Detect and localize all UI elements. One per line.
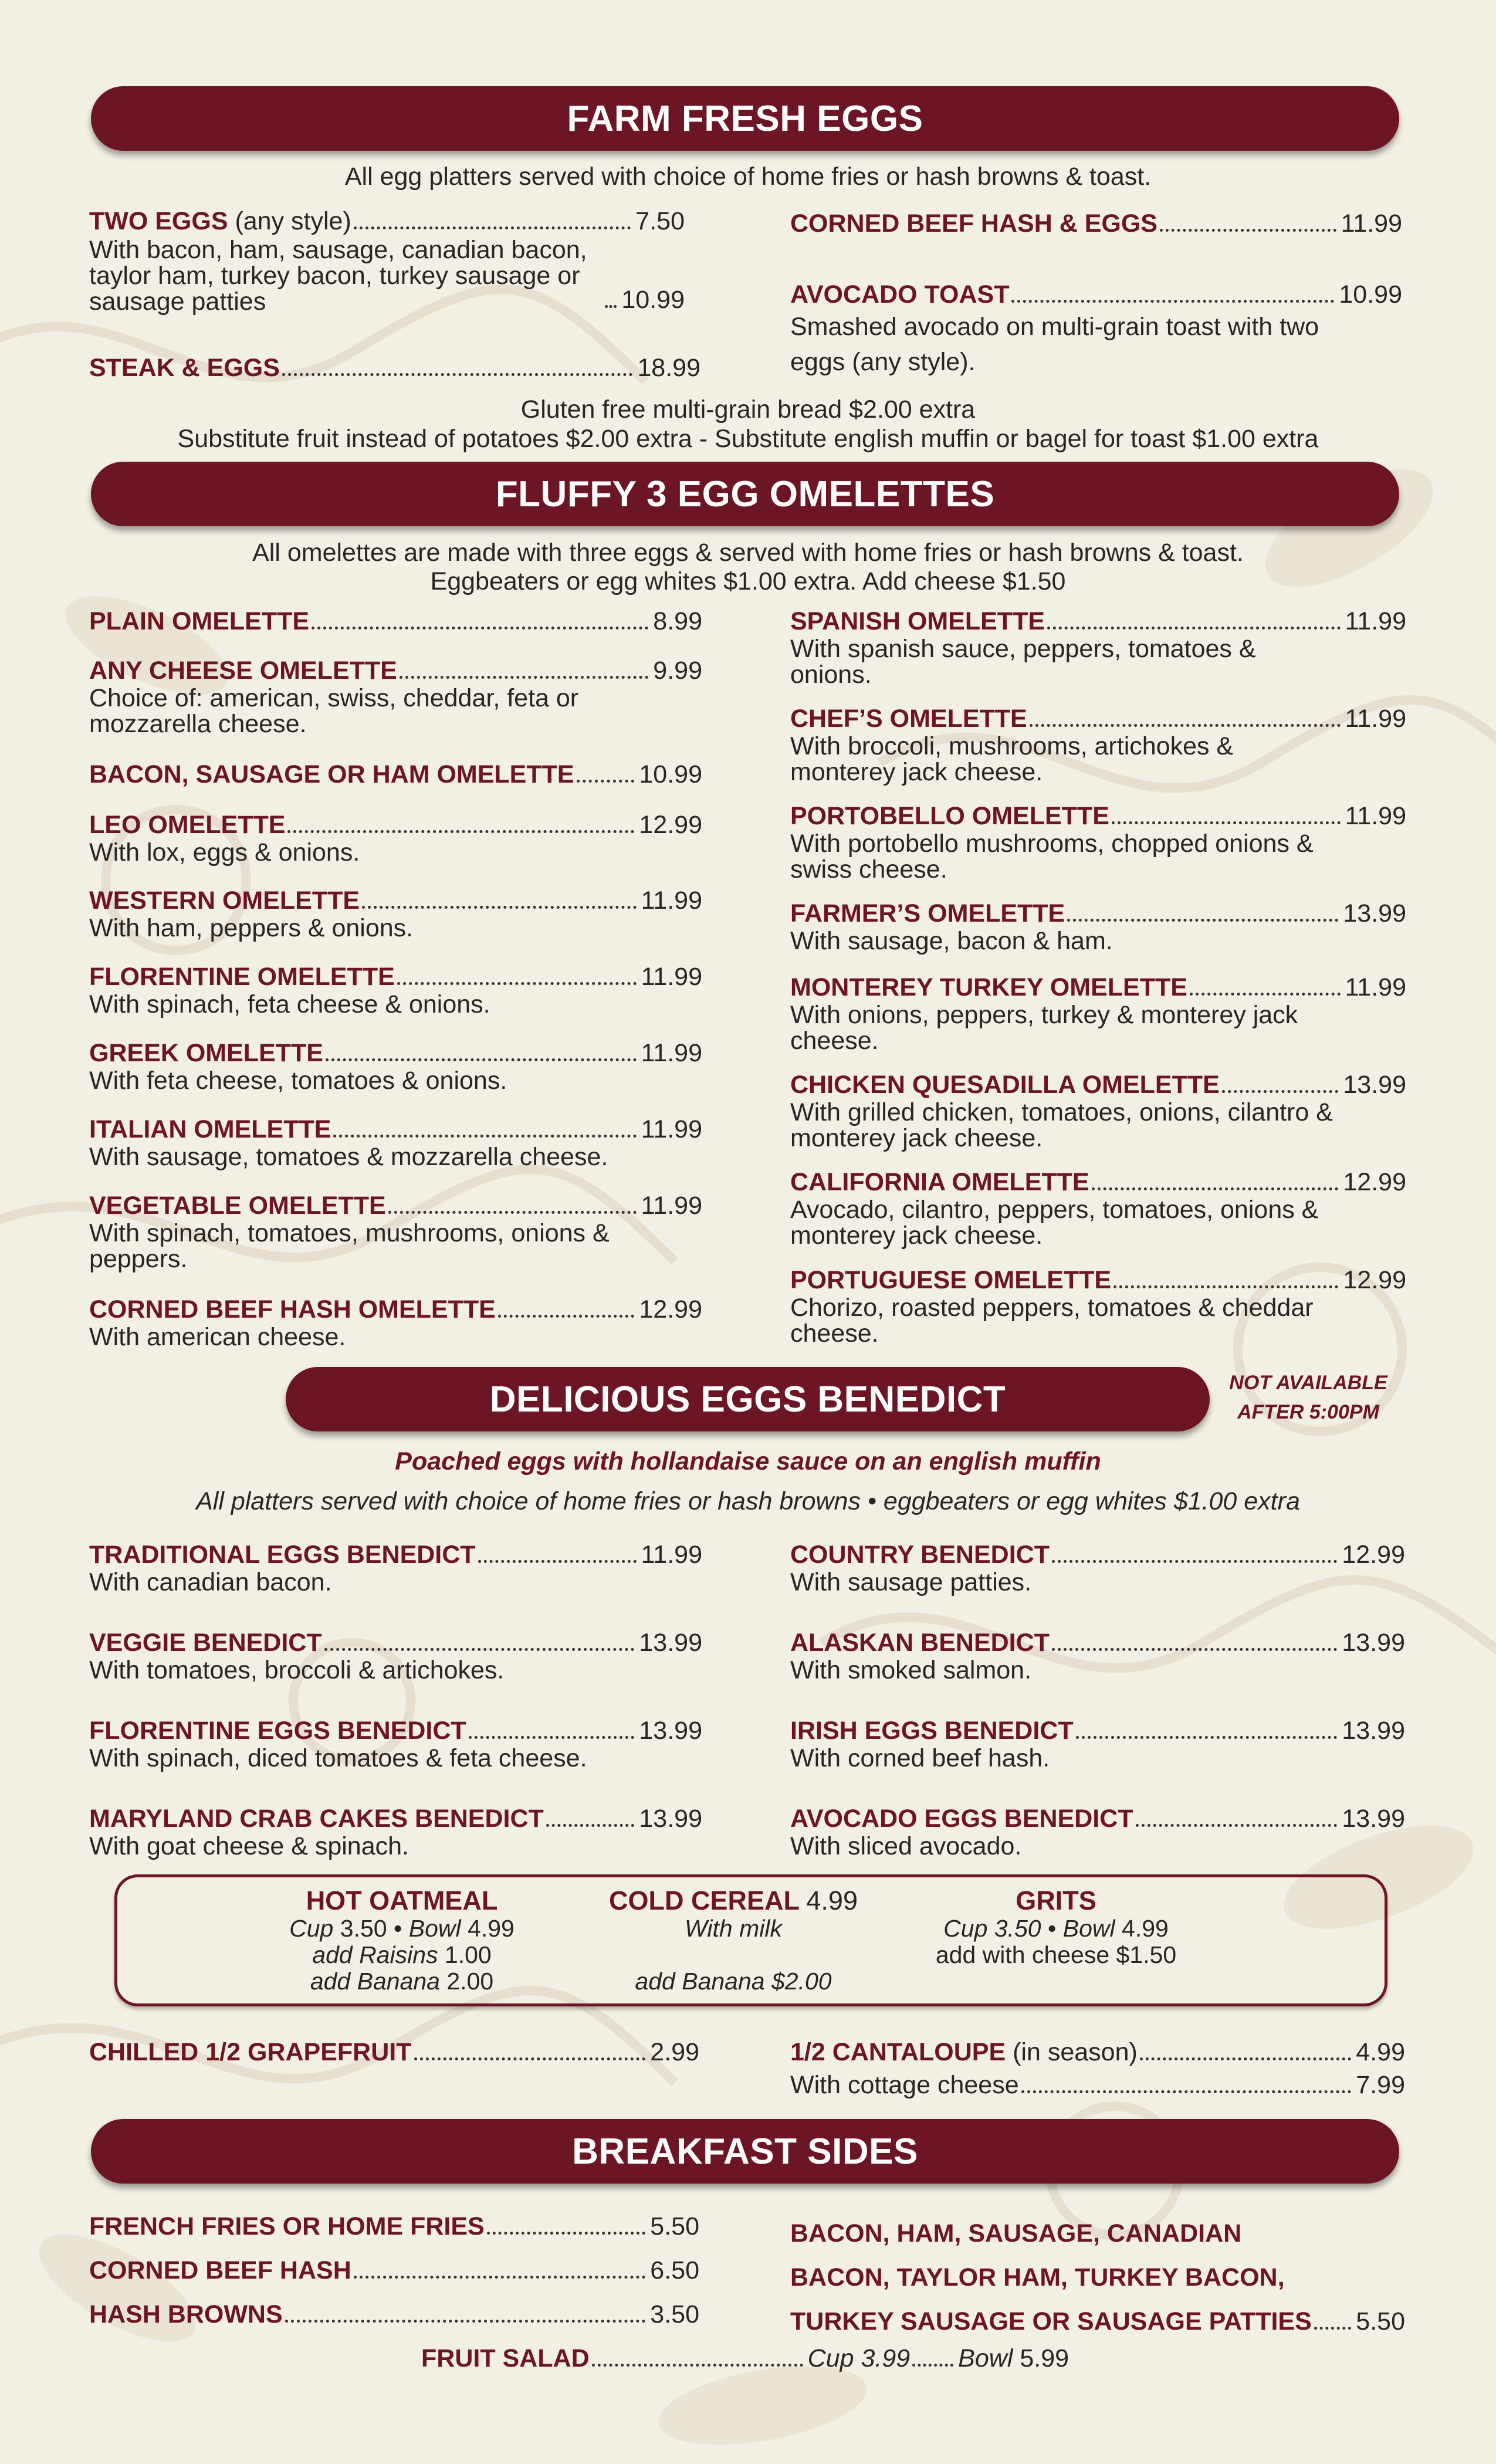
add-raisins-price: 1.00 bbox=[444, 1941, 492, 1968]
item-name: ANY CHEESE OMELETTE bbox=[89, 656, 397, 685]
item-price: 12.99 bbox=[1343, 1168, 1406, 1196]
item-price: 13.99 bbox=[1342, 1805, 1405, 1833]
item-description: With sliced avocado. bbox=[790, 1832, 1022, 1860]
bowl-label: Bowl bbox=[1062, 1915, 1115, 1942]
item-name: CORNED BEEF HASH & EGGS bbox=[790, 209, 1157, 238]
item-name: PLAIN OMELETTE bbox=[89, 607, 310, 635]
item-name: WESTERN OMELETTE bbox=[89, 886, 360, 915]
item-name: CHILLED 1/2 GRAPEFRUIT bbox=[89, 2038, 412, 2066]
bowl-label: Bowl bbox=[408, 1915, 461, 1942]
item-name: BACON, SAUSAGE OR HAM OMELETTE bbox=[89, 760, 574, 788]
item-name: TRADITIONAL EGGS BENEDICT bbox=[89, 1541, 476, 1569]
section-note: All omelettes are made with three eggs & served with home fries or hash browns & toast. bbox=[252, 539, 1244, 567]
section-title: FLUFFY 3 EGG OMELETTES bbox=[495, 473, 995, 515]
item-price: 4.99 bbox=[1356, 2038, 1405, 2066]
item-name: ITALIAN OMELETTE bbox=[89, 1115, 331, 1143]
section-banner-omelettes bbox=[91, 462, 1399, 526]
item-price: 12.99 bbox=[639, 1295, 702, 1324]
item-name: MONTEREY TURKEY OMELETTE bbox=[790, 973, 1187, 1001]
bowl-price: 4.99 bbox=[1122, 1915, 1169, 1942]
item-name: HASH BROWNS bbox=[89, 2300, 283, 2328]
item-description: With feta cheese, tomatoes & onions. bbox=[89, 1067, 507, 1095]
item-name: FRUIT SALAD bbox=[421, 2344, 590, 2372]
item-description: Smashed avocado on multi-grain toast with two eggs (any style). bbox=[790, 313, 1319, 376]
item-price: 11.99 bbox=[641, 1039, 702, 1067]
section-title: BREAKFAST SIDES bbox=[572, 2131, 918, 2172]
item-description: With ham, peppers & onions. bbox=[89, 914, 414, 942]
item-description: With spinach, tomatoes, mushrooms, onions & peppers. bbox=[89, 1219, 610, 1273]
item-description: With american cheese. bbox=[89, 1323, 346, 1351]
item-description: With corned beef hash. bbox=[790, 1744, 1050, 1772]
item-name: SPANISH OMELETTE bbox=[790, 607, 1045, 635]
section-note: All egg platters served with choice of home fries or hash browns & toast. bbox=[344, 163, 1152, 191]
menu-item-two-eggs bbox=[89, 207, 685, 314]
item-name: STEAK & EGGS bbox=[89, 354, 280, 382]
menu-item bbox=[89, 656, 702, 737]
item-price: 7.50 bbox=[635, 207, 685, 235]
item-description: With canadian bacon. bbox=[89, 1568, 332, 1596]
item-description: With spinach, feta cheese & onions. bbox=[89, 990, 490, 1018]
item-price: 4.99 bbox=[806, 1886, 858, 1915]
item-price: 13.99 bbox=[1343, 1071, 1406, 1099]
item-price: 2.99 bbox=[650, 2038, 699, 2066]
menu-item bbox=[89, 1716, 702, 1771]
item-description: With spanish sauce, peppers, tomatoes & onions. bbox=[790, 635, 1256, 689]
item-name-line-1: BACON, HAM, SAUSAGE, CANADIAN bbox=[790, 2219, 1242, 2248]
item-name: GREEK OMELETTE bbox=[89, 1039, 323, 1067]
item-name: AVOCADO EGGS BENEDICT bbox=[790, 1805, 1133, 1833]
menu-item bbox=[89, 1191, 702, 1272]
item-price: 11.99 bbox=[1341, 209, 1402, 238]
item-name: COUNTRY BENEDICT bbox=[790, 1541, 1050, 1569]
item-description: With milk bbox=[685, 1915, 782, 1942]
item-name: AVOCADO TOAST bbox=[790, 280, 1010, 309]
menu-item bbox=[790, 607, 1406, 688]
item-name: CHICKEN QUESADILLA OMELETTE bbox=[790, 1071, 1220, 1099]
item-name: FRENCH FRIES OR HOME FRIES bbox=[89, 2212, 485, 2240]
item-name: TWO EGGS bbox=[89, 207, 228, 235]
section-note: Eggbeaters or egg whites $1.00 extra. Add cheese $1.50 bbox=[430, 567, 1066, 595]
item-description: With lox, eggs & onions. bbox=[89, 838, 360, 867]
item-name: ALASKAN BENEDICT bbox=[790, 1629, 1050, 1657]
item-price: 12.99 bbox=[1342, 1541, 1405, 1569]
item-name: IRISH EGGS BENEDICT bbox=[790, 1717, 1074, 1745]
item-description: With bacon, ham, sausage, canadian bacon, taylor ham, turkey bacon, turkey sausage or sausage patties bbox=[89, 236, 587, 316]
item-description: Choice of: american, swiss, cheddar, feta or mozzarella cheese. bbox=[89, 684, 579, 738]
item-price: 5.50 bbox=[650, 2212, 699, 2240]
section-banner-eggs bbox=[91, 86, 1399, 151]
item-description: With broccoli, mushrooms, artichokes & monterey jack cheese. bbox=[790, 732, 1234, 786]
item-price: 9.99 bbox=[653, 656, 702, 685]
section-banner-sides bbox=[91, 2119, 1399, 2184]
item-name: CHEF’S OMELETTE bbox=[790, 705, 1027, 733]
benedict-note: All platters served with choice of home fries or hash browns • eggbeaters or egg whites $1.00 extra bbox=[196, 1487, 1300, 1515]
menu-item bbox=[89, 1540, 702, 1595]
menu-item bbox=[89, 1115, 702, 1170]
item-name: VEGGIE BENEDICT bbox=[89, 1629, 322, 1657]
item-price: 11.99 bbox=[1345, 973, 1406, 1001]
menu-item bbox=[89, 810, 702, 865]
item-name-line-2: BACON, TAYLOR HAM, TURKEY BACON, bbox=[790, 2263, 1285, 2292]
item-name-line-3: TURKEY SAUSAGE OR SAUSAGE PATTIES bbox=[790, 2307, 1312, 2336]
menu-item bbox=[89, 607, 702, 636]
item-name: CORNED BEEF HASH bbox=[89, 2256, 351, 2284]
item-name: CORNED BEEF HASH OMELETTE bbox=[89, 1295, 496, 1324]
cup-price: Cup 3.50 bbox=[943, 1915, 1041, 1942]
item-description: With smoked salmon. bbox=[790, 1656, 1032, 1684]
item-price: 11.99 bbox=[1345, 607, 1406, 635]
item-name: VEGETABLE OMELETTE bbox=[89, 1192, 386, 1220]
item-price: 11.99 bbox=[641, 1192, 702, 1220]
item-description: Avocado, cilantro, peppers, tomatoes, onions & monterey jack cheese. bbox=[790, 1196, 1319, 1250]
menu-item-breakfast-meats bbox=[790, 2212, 1405, 2344]
item-price: 11.99 bbox=[641, 963, 702, 991]
availability-line-2: AFTER 5:00PM bbox=[1237, 1401, 1379, 1423]
item-price: 13.99 bbox=[1342, 1717, 1405, 1745]
menu-item-fruit-salad bbox=[421, 2344, 1102, 2373]
menu-item bbox=[790, 973, 1406, 1054]
menu-item bbox=[89, 2256, 699, 2285]
item-price: 13.99 bbox=[1343, 899, 1406, 928]
menu-item bbox=[89, 2212, 699, 2241]
item-name: FARMER’S OMELETTE bbox=[790, 899, 1065, 928]
grits-column bbox=[921, 1886, 1191, 1968]
menu-item-grapefruit bbox=[89, 2037, 699, 2067]
cup-label: Cup bbox=[289, 1915, 334, 1942]
item-price: 11.99 bbox=[641, 1115, 702, 1143]
menu-item bbox=[89, 1038, 702, 1094]
item-price: 11.99 bbox=[1345, 802, 1406, 830]
item-price: 3.50 bbox=[650, 2300, 699, 2328]
item-price: 12.99 bbox=[639, 811, 702, 839]
cold-cereal-column bbox=[593, 1886, 874, 1995]
item-description: With sausage, bacon & ham. bbox=[790, 927, 1113, 955]
item-price: 13.99 bbox=[639, 1629, 702, 1657]
item-name: 1/2 CANTALOUPE bbox=[790, 2038, 1006, 2066]
item-name: FLORENTINE OMELETTE bbox=[89, 963, 395, 991]
item-price: 8.99 bbox=[653, 607, 702, 635]
add-banana-label: add Banana bbox=[310, 1968, 440, 1995]
item-price: 5.50 bbox=[1356, 2307, 1405, 2336]
menu-item bbox=[89, 886, 702, 941]
menu-item bbox=[790, 1070, 1406, 1151]
bowl-price: 4.99 bbox=[468, 1915, 515, 1942]
item-price: 13.99 bbox=[639, 1717, 702, 1745]
add-banana: add Banana $2.00 bbox=[635, 1968, 832, 1995]
bowl-label: Bowl bbox=[958, 2344, 1013, 2372]
item-price: 11.99 bbox=[641, 1541, 702, 1569]
item-description: With sausage, tomatoes & mozzarella cheese. bbox=[89, 1143, 608, 1171]
menu-item bbox=[790, 1167, 1406, 1248]
item-description: With tomatoes, broccoli & artichokes. bbox=[89, 1656, 505, 1684]
menu-item bbox=[790, 1265, 1406, 1346]
section-title: FARM FRESH EGGS bbox=[567, 98, 923, 139]
availability-note bbox=[1220, 1368, 1396, 1427]
menu-item-avocado-toast bbox=[790, 280, 1402, 380]
menu-item bbox=[89, 1628, 702, 1683]
menu-item bbox=[89, 962, 702, 1017]
item-price-with-meat: 10.99 bbox=[621, 286, 685, 314]
bowl-price: 5.99 bbox=[1020, 2344, 1069, 2372]
cup-price: Cup 3.99 bbox=[807, 2344, 911, 2372]
item-price: 11.99 bbox=[1345, 705, 1406, 733]
item-price: 10.99 bbox=[1339, 280, 1402, 309]
footnote-gluten-free: Gluten free multi-grain bread $2.00 extra bbox=[520, 395, 976, 424]
item-price: 18.99 bbox=[637, 354, 700, 382]
cup-price: 3.50 bbox=[340, 1915, 387, 1942]
item-price: 12.99 bbox=[1343, 1266, 1406, 1294]
menu-item bbox=[89, 2300, 699, 2329]
item-price: 13.99 bbox=[1342, 1629, 1405, 1657]
item-name: FLORENTINE EGGS BENEDICT bbox=[89, 1717, 466, 1745]
item-name: HOT OATMEAL bbox=[306, 1886, 498, 1915]
item-name: LEO OMELETTE bbox=[89, 811, 286, 839]
item-description: Chorizo, roasted peppers, tomatoes & cheddar cheese. bbox=[790, 1294, 1314, 1348]
menu-item bbox=[89, 760, 702, 789]
separator: • bbox=[1047, 1915, 1057, 1942]
hot-oatmeal-column bbox=[264, 1886, 540, 1995]
menu-item bbox=[790, 1716, 1405, 1771]
add-cheese: add with cheese $1.50 bbox=[935, 1941, 1177, 1968]
menu-item-corned-beef-eggs bbox=[790, 209, 1402, 238]
section-banner-benedict bbox=[286, 1367, 1210, 1431]
separator: • bbox=[393, 1915, 402, 1942]
menu-item-cantaloupe bbox=[790, 2037, 1405, 2100]
item-description: With grilled chicken, tomatoes, onions, cilantro & monterey jack cheese. bbox=[790, 1098, 1333, 1152]
item-price: 10.99 bbox=[639, 760, 702, 788]
benedict-subtitle: Poached eggs with hollandaise sauce on an english muffin bbox=[395, 1447, 1101, 1475]
item-qualifier: (in season) bbox=[1013, 2038, 1138, 2066]
item-qualifier: (any style) bbox=[235, 207, 351, 235]
item-description: With onions, peppers, turkey & monterey jack cheese. bbox=[790, 1001, 1298, 1055]
item-description: With goat cheese & spinach. bbox=[89, 1832, 409, 1860]
footnote-substitutions: Substitute fruit instead of potatoes $2.00 extra - Substitute english muffin or bagel for toast $1.00 extra bbox=[177, 425, 1319, 453]
cereal-box bbox=[114, 1874, 1387, 2006]
item-price: 6.50 bbox=[650, 2256, 699, 2284]
menu-item bbox=[790, 1804, 1405, 1859]
menu-item-steak-eggs bbox=[89, 353, 700, 383]
section-title: DELICIOUS EGGS BENEDICT bbox=[489, 1379, 1006, 1420]
availability-line-1: NOT AVAILABLE bbox=[1229, 1372, 1387, 1394]
menu-item bbox=[89, 1804, 702, 1859]
item-price: 7.99 bbox=[1356, 2071, 1405, 2099]
item-name: CALIFORNIA OMELETTE bbox=[790, 1168, 1089, 1196]
menu-item bbox=[790, 801, 1406, 882]
item-description: With sausage patties. bbox=[790, 1568, 1032, 1596]
item-name: MARYLAND CRAB CAKES BENEDICT bbox=[89, 1805, 544, 1833]
menu-item bbox=[790, 899, 1406, 954]
item-option: With cottage cheese bbox=[790, 2071, 1019, 2099]
item-price: 11.99 bbox=[641, 886, 702, 915]
item-name: COLD CEREAL bbox=[609, 1886, 800, 1915]
menu-item bbox=[790, 1628, 1405, 1683]
item-name: PORTUGUESE OMELETTE bbox=[790, 1266, 1112, 1294]
item-price: 13.99 bbox=[639, 1805, 702, 1833]
menu-item bbox=[790, 704, 1406, 785]
item-description: With spinach, diced tomatoes & feta cheese. bbox=[89, 1744, 587, 1772]
menu-item bbox=[89, 1295, 702, 1350]
add-banana-price: 2.00 bbox=[446, 1968, 494, 1995]
add-raisins-label: add Raisins bbox=[312, 1941, 438, 1968]
item-name: PORTOBELLO OMELETTE bbox=[790, 802, 1109, 830]
item-name: GRITS bbox=[1016, 1886, 1096, 1915]
item-description: With portobello mushrooms, chopped onions & swiss cheese. bbox=[790, 830, 1314, 884]
menu-item bbox=[790, 1540, 1405, 1595]
